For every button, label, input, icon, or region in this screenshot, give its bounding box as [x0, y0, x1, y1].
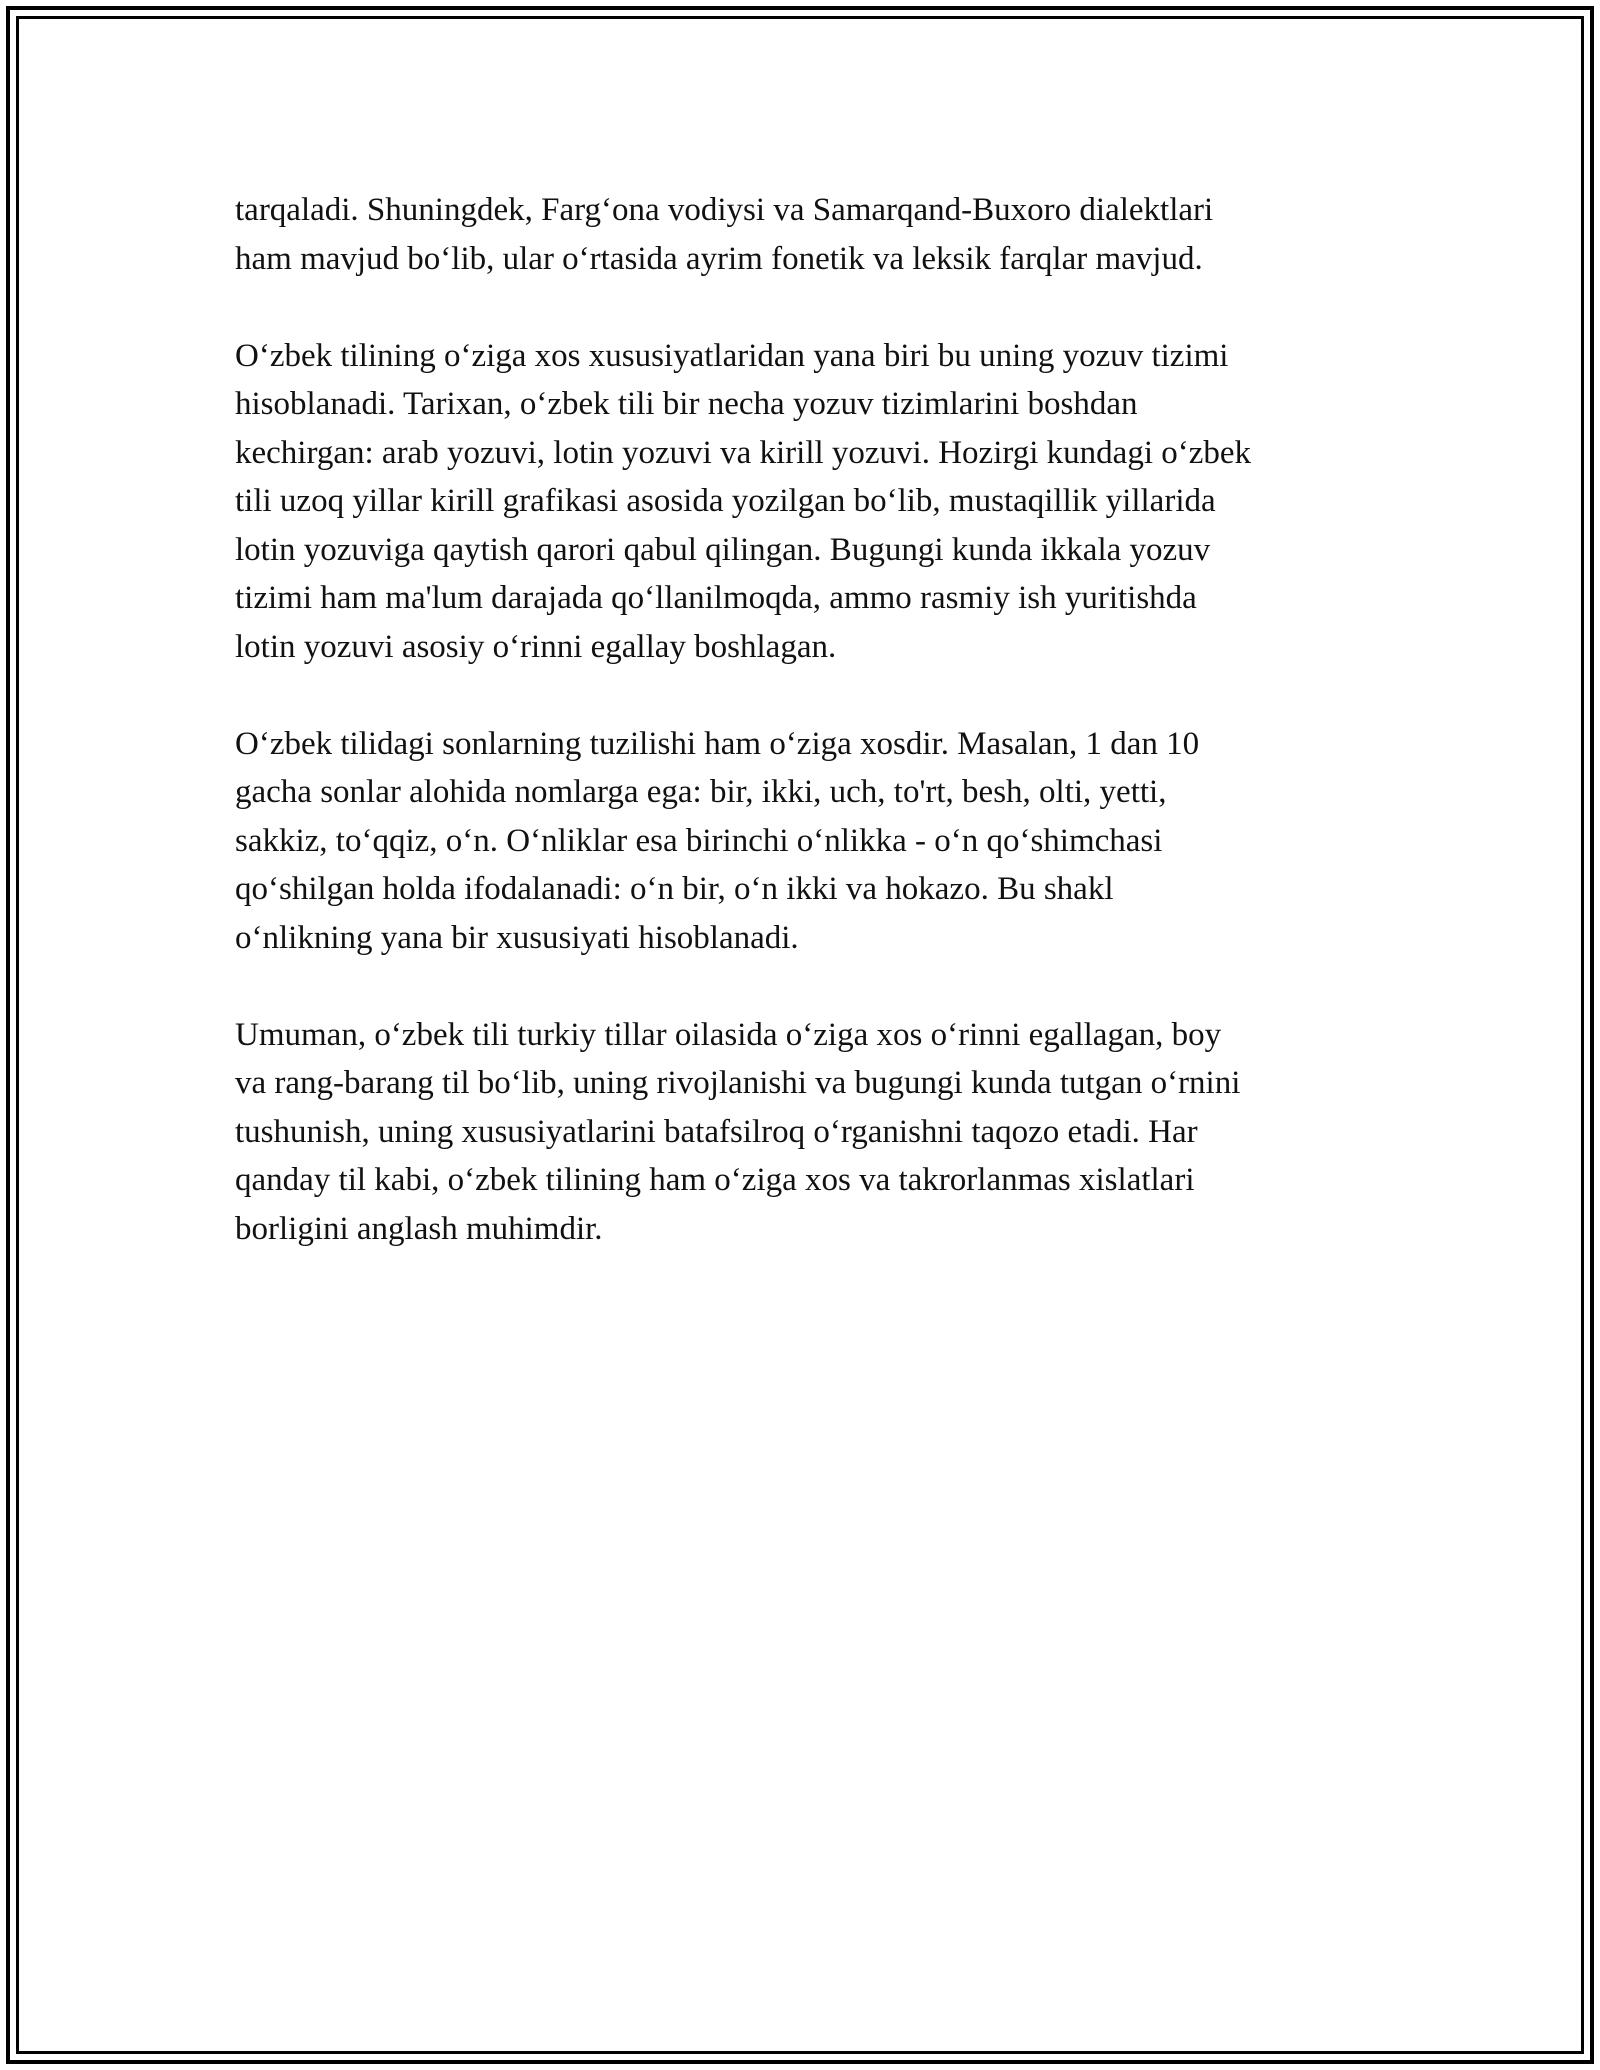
- text-line: gacha sonlar alohida nomlarga ega: bir, ikki, uch, to'rt, besh, olti, yetti,: [235, 774, 1167, 810]
- text-line: borligini anglash muhimdir.: [235, 1210, 603, 1247]
- paragraph-3: [235, 720, 1385, 963]
- text-line: O‘zbek tilidagi sonlarning tuzilishi ham o‘ziga xosdir. Masalan, 1 dan 10: [235, 725, 1200, 762]
- text-line: tushunish, uning xususiyatlarini batafsilroq o‘rganishni taqozo etadi. Har: [235, 1113, 1198, 1150]
- paragraph-1: [235, 186, 1385, 283]
- paragraph-2: [235, 332, 1385, 672]
- text-line: lotin yozuviga qaytish qarori qabul qilingan. Bugungi kunda ikkala yozuv: [235, 531, 1211, 568]
- text-line: ham mavjud bo‘lib, ular o‘rtasida ayrim fonetik va leksik farqlar mavjud.: [235, 240, 1203, 277]
- text-line: sakkiz, to‘qqiz, o‘n. O‘nliklar esa birinchi o‘nlikka - o‘n qo‘shimchasi: [235, 822, 1163, 859]
- text-line: tarqaladi. Shuningdek, Farg‘ona vodiysi va Samarqand-Buxoro dialektlari: [235, 192, 1214, 228]
- text-line: hisoblanadi. Tarixan, o‘zbek tili bir necha yozuv tizimlarini boshdan: [235, 386, 1138, 422]
- paragraph-4: [235, 1011, 1385, 1254]
- text-line: qo‘shilgan holda ifodalanadi: o‘n bir, o‘n ikki va hokazo. Bu shakl: [235, 871, 1114, 907]
- document-body: [235, 186, 1385, 1302]
- text-line: qanday til kabi, o‘zbek tilining ham o‘ziga xos va takrorlanmas xislatlari: [235, 1162, 1195, 1198]
- text-line: o‘nlikning yana bir xususiyati hisoblanadi.: [235, 919, 799, 956]
- text-line: tili uzoq yillar kirill grafikasi asosida yozilgan bo‘lib, mustaqillik yillarida: [235, 483, 1216, 519]
- text-line: va rang-barang til bo‘lib, uning rivojlanishi va bugungi kunda tutgan o‘rnini: [235, 1065, 1241, 1101]
- text-line: O‘zbek tilining o‘ziga xos xususiyatlaridan yana biri bu uning yozuv tizimi: [235, 337, 1229, 374]
- text-line: kechirgan: arab yozuvi, lotin yozuvi va kirill yozuvi. Hozirgi kundagi o‘zbek: [235, 434, 1252, 471]
- text-line: tizimi ham ma'lum darajada qo‘llanilmoqda, ammo rasmiy ish yuritishda: [235, 580, 1197, 616]
- text-line: lotin yozuvi asosiy o‘rinni egallay boshlagan.: [235, 628, 837, 665]
- text-line: Umuman, o‘zbek tili turkiy tillar oilasida o‘ziga xos o‘rinni egallagan, boy: [235, 1016, 1222, 1053]
